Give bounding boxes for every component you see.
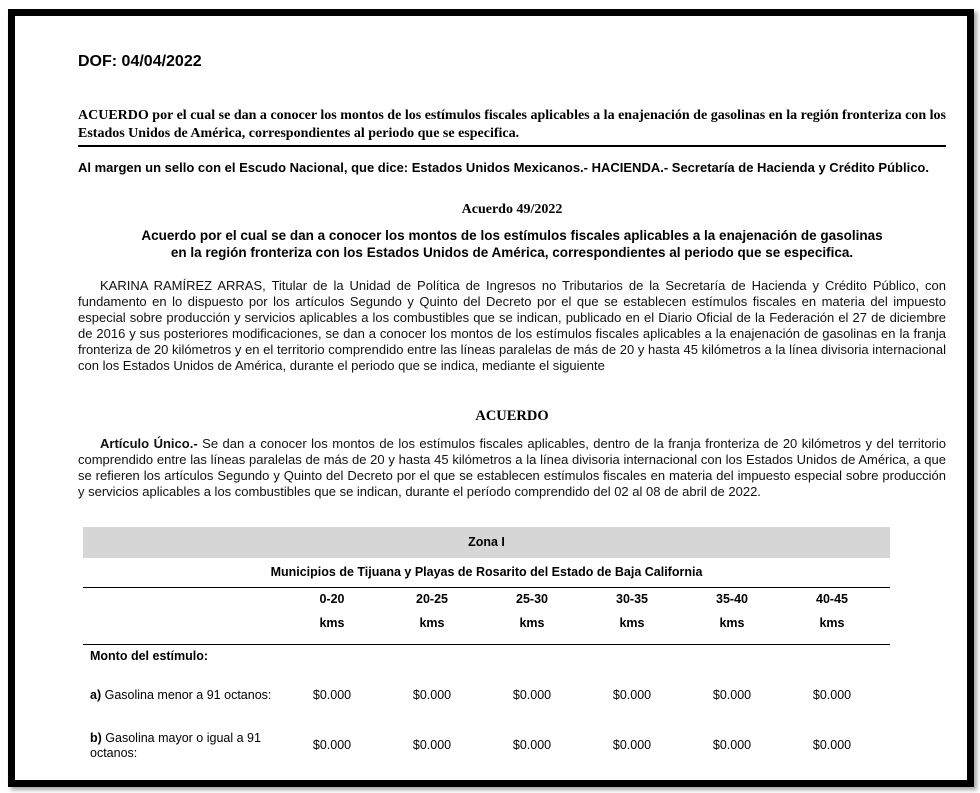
row-label-line (90, 731, 285, 746)
zone-header: Zona I (83, 527, 890, 558)
section-label: Monto del estímulo: (90, 649, 209, 663)
col-header-30-35: 30-35 (616, 592, 648, 606)
dof-date: DOF: 04/04/2022 (78, 53, 202, 70)
agreement-title: Acuerdo por el cual se dan a conocer los montos de los estímulos fiscales aplicables a la enajenación de gasolinas en la región fronteriza con los Estados Unidos de América, correspondientes al periodo que se especifica. (141, 228, 883, 260)
col-unit: kms (819, 616, 845, 630)
col-unit: kms (719, 616, 745, 630)
row-letter: b) (90, 731, 102, 745)
row-label-b (90, 731, 285, 761)
table-cell: $0.000 (612, 688, 652, 702)
table-cell: $0.000 (412, 738, 452, 752)
row-label-first (90, 731, 261, 746)
col-unit: kms (519, 616, 545, 630)
agreement-number: Acuerdo 49/2022 (461, 202, 563, 217)
table-cell: $0.000 (812, 738, 852, 752)
row-label-text-2: octanos: (90, 746, 138, 760)
row-letter: a) (90, 688, 102, 702)
intro-paragraph: KARINA RAMÍREZ ARRAS, Titular de la Unidad de Política de Ingresos no Tributarios de la Secretaría de Hacienda y Crédito Público, con fundamento en lo dispuesto por los artículos Segundo y Quinto del Decreto por el que se establecen estímulos fiscales en materia del impuesto especial sobre producción y servicios aplicables a los combustibles que se indican, publicado en el Diario Oficial de la Federación el 27 de diciembre de 2016 y sus posteriores modificaciones, se dan a conocer los montos de los estímulos fiscales aplicables a la enajenación de gasolinas en la franja fronteriza de 20 kilómetros y en el territorio comprendido entre las líneas paralelas de más de 20 y hasta 45 kilómetros a la línea divisoria internacional con los Estados Unidos de América, durante el periodo que se indica, mediante el siguiente (78, 278, 946, 373)
col-unit: kms (319, 616, 345, 630)
col-unit: kms (619, 616, 645, 630)
municipalities-header: Municipios de Tijuana y Playas de Rosarito del Estado de Baja California (270, 565, 703, 579)
row-label-text: Gasolina mayor o igual a 91 (101, 731, 261, 745)
table-cell: $0.000 (512, 738, 552, 752)
article-label: Artículo Único.- (100, 436, 198, 451)
divider (78, 145, 946, 147)
col-header-40-45: 40-45 (816, 592, 848, 606)
acuerdo-heading: ACUERDO (475, 408, 549, 424)
col-header-20-25: 20-25 (416, 592, 448, 606)
row-label-text: Gasolina menor a 91 octanos: (101, 688, 272, 702)
table-cell: $0.000 (812, 688, 852, 702)
table-cell: $0.000 (712, 688, 752, 702)
seal-note: Al margen un sello con el Escudo Nacional, que dice: Estados Unidos Mexicanos.- HACIENDA.- Secretaría de Hacienda y Crédito Público. (78, 160, 929, 175)
table-rule-header (83, 644, 890, 645)
table-rule-top (83, 587, 890, 588)
col-unit: kms (419, 616, 445, 630)
table-cell: $0.000 (612, 738, 652, 752)
table-cell: $0.000 (312, 688, 352, 702)
row-label-a (90, 688, 271, 703)
article-text: Se dan a conocer los montos de los estímulos fiscales aplicables, dentro de la franja fronteriza de 20 kilómetros y del territorio comprendido entre las líneas paralelas de más de 20 y hasta 45 kilómetros a la línea divisoria internacional con los Estados Unidos de América, a que se refieren los artículos Segundo y Quinto del Decreto por el que se establecen estímulos fiscales en materia del impuesto especial sobre producción y servicios aplicables a los combustibles que se indican, durante el período comprendido del 02 al 08 de abril de 2022. (78, 436, 946, 499)
col-header-35-40: 35-40 (716, 592, 748, 606)
table-cell: $0.000 (512, 688, 552, 702)
col-header-25-30: 25-30 (516, 592, 548, 606)
document-frame (8, 9, 974, 787)
article-paragraph (78, 436, 946, 500)
table-cell: $0.000 (412, 688, 452, 702)
table-cell: $0.000 (712, 738, 752, 752)
col-header-0-20: 0-20 (319, 592, 345, 606)
decree-summary: ACUERDO por el cual se dan a conocer los montos de los estímulos fiscales aplicables a la enajenación de gasolinas en la región fronteriza con los Estados Unidos de América, correspondientes al periodo que se especifica. (78, 108, 946, 141)
table-cell: $0.000 (312, 738, 352, 752)
